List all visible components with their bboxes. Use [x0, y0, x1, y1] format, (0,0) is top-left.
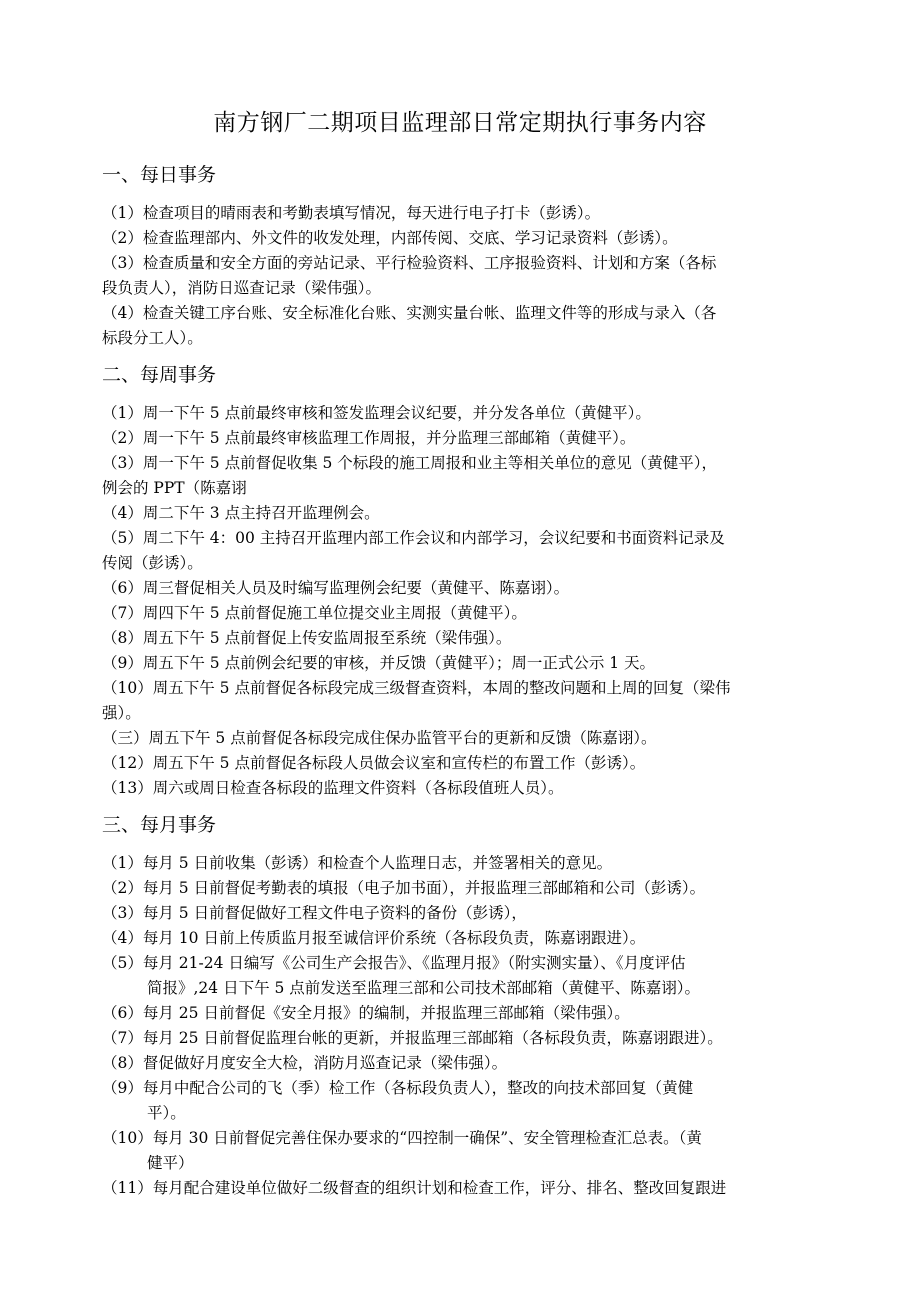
list-item: [102, 1001, 847, 1026]
list-item-continuation: 传阅（彭诱）。: [102, 554, 203, 572]
list-item-text: （3）周一下午 5 点前督促收集 5 个标段的施工周报和业主等相关单位的意见（黄健平），: [102, 454, 718, 472]
list-item: [102, 1176, 847, 1201]
list-item: [102, 626, 847, 651]
list-item-text: （1）每月 5 日前收集（彭诱）和检查个人监理日志，并签署相关的意见。: [102, 854, 613, 872]
list-item-text: （4）检查关键工序台账、安全标准化台账、实测实量台帐、监理文件等的形成与录入（各: [102, 304, 717, 322]
list-item: [102, 251, 847, 301]
list-item: [102, 576, 847, 601]
list-item-continuation: 标段分工人）。: [102, 329, 203, 347]
list-item: [102, 526, 847, 576]
list-item: [102, 1076, 847, 1126]
list-item-text: （4）每月 10 日前上传质监月报至诚信评价系统（各标段负责，陈嘉诩跟进）。: [102, 929, 646, 947]
list-item: [102, 926, 847, 951]
list-item-text: （6）每月 25 日前督促《安全月报》的编制，并报监理三部邮箱（梁伟强）。: [102, 1004, 630, 1022]
page-title: 南方钢厂二期项目监理部日常定期执行事务内容: [213, 110, 707, 136]
list-item-text: （7）周四下午 5 点前督促施工单位提交业主周报（黄健平）。: [102, 604, 527, 622]
list-item-text: （8）周五下午 5 点前督促上传安监周报至系统（梁伟强）。: [102, 629, 512, 647]
list-item: [102, 226, 847, 251]
list-item-text: （2）周一下午 5 点前最终审核监理工作周报，并分监理三部邮箱（黄健平）。: [102, 429, 636, 447]
list-item: [102, 426, 847, 451]
list-item: [102, 501, 847, 526]
list-item-text: （2）每月 5 日前督促考勤表的填报（电子加书面），并报监理三部邮箱和公司（彭诱）。: [102, 879, 706, 897]
list-item-text: （10）每月 30 日前督促完善住保办要求的“四控制一确保”、安全管理检查汇总表。（黄: [102, 1129, 702, 1147]
list-item-text: （1）周一下午 5 点前最终审核和签发监理会议纪要，并分发各单位（黄健平）。: [102, 404, 651, 422]
list-item: [102, 1051, 847, 1076]
list-item-text: （三）周五下午 5 点前督促各标段完成住保办监管平台的更新和反馈（陈嘉诩）。: [102, 729, 657, 747]
list-item-text: （11）每月配合建设单位做好二级督查的组织计划和检查工作，评分、排名、整改回复跟进: [102, 1179, 727, 1197]
list-item-text: （6）周三督促相关人员及时编写监理例会纪要（黄健平、陈嘉诩）。: [102, 579, 570, 597]
list-item: [102, 1126, 847, 1176]
list-item: [102, 401, 847, 426]
list-item: [102, 751, 847, 776]
list-item-continuation: 段负责人），消防日巡查记录（梁伟强）。: [102, 279, 382, 297]
list-item: [102, 651, 847, 676]
list-item: [102, 876, 847, 901]
list-item: [102, 676, 847, 726]
section-heading: 三、每月事务: [102, 814, 217, 836]
list-item-text: （13）周六或周日检查各标段的监理文件资料（各标段值班人员）。: [102, 779, 564, 797]
list-item-text: （2）检查监理部内、外文件的收发处理，内部传阅、交底、学习记录资料（彭诱）。: [102, 229, 678, 247]
list-item: [102, 851, 847, 876]
list-item: [102, 301, 847, 351]
list-item-continuation: 健平）: [147, 1154, 194, 1172]
list-item-continuation: 平）。: [147, 1104, 186, 1122]
list-item: [102, 601, 847, 626]
list-item-continuation: 简报》,24 日下午 5 点前发送至监理三部和公司技术部邮箱（黄健平、陈嘉诩）。: [147, 979, 701, 997]
list-item-text: （8）督促做好月度安全大检，消防月巡查记录（梁伟强）。: [102, 1054, 508, 1072]
list-item-text: （5）周二下午 4：00 主持召开监理内部工作会议和内部学习，会议纪要和书面资料记录及: [102, 529, 725, 547]
list-item-text: （9）每月中配合公司的飞（季）检工作（各标段负责人），整改的向技术部回复（黄健: [102, 1079, 694, 1097]
list-item-text: （10）周五下午 5 点前督促各标段完成三级督查资料，本周的整改问题和上周的回复（梁伟: [102, 679, 731, 697]
list-item-text: （3）每月 5 日前督促做好工程文件电子资料的备份（彭诱），: [102, 904, 527, 922]
list-item-text: （3）检查质量和安全方面的旁站记录、平行检验资料、工序报验资料、计划和方案（各标: [102, 254, 717, 272]
list-item: [102, 776, 847, 801]
list-item-text: （9）周五下午 5 点前例会纪要的审核，并反馈（黄健平）；周一正式公示 1 天。: [102, 654, 656, 672]
list-item-continuation: 强）。: [102, 704, 141, 722]
list-item: [102, 1026, 847, 1051]
list-item: [102, 901, 847, 926]
list-item-text: （1）检查项目的晴雨表和考勤表填写情况，每天进行电子打卡（彭诱）。: [102, 204, 601, 222]
section-heading: 二、每周事务: [102, 364, 217, 386]
list-item-text: （5）每月 21-24 日编写《公司生产会报告》、《监理月报》（附实测实量）、《月度评估: [102, 954, 686, 972]
list-item: [102, 726, 847, 751]
section-heading: 一、每日事务: [102, 164, 217, 186]
list-item: [102, 951, 847, 1001]
list-item-text: （7）每月 25 日前督促监理台帐的更新，并报监理三部邮箱（各标段负责，陈嘉诩跟进）。: [102, 1029, 723, 1047]
list-item-continuation: 例会的 PPT（陈嘉诩: [102, 479, 247, 497]
list-item: [102, 201, 847, 226]
list-item-text: （12）周五下午 5 点前督促各标段人员做会议室和宣传栏的布置工作（彭诱）。: [102, 754, 646, 772]
list-item: [102, 451, 847, 501]
list-item-text: （4）周二下午 3 点主持召开监理例会。: [102, 504, 380, 522]
